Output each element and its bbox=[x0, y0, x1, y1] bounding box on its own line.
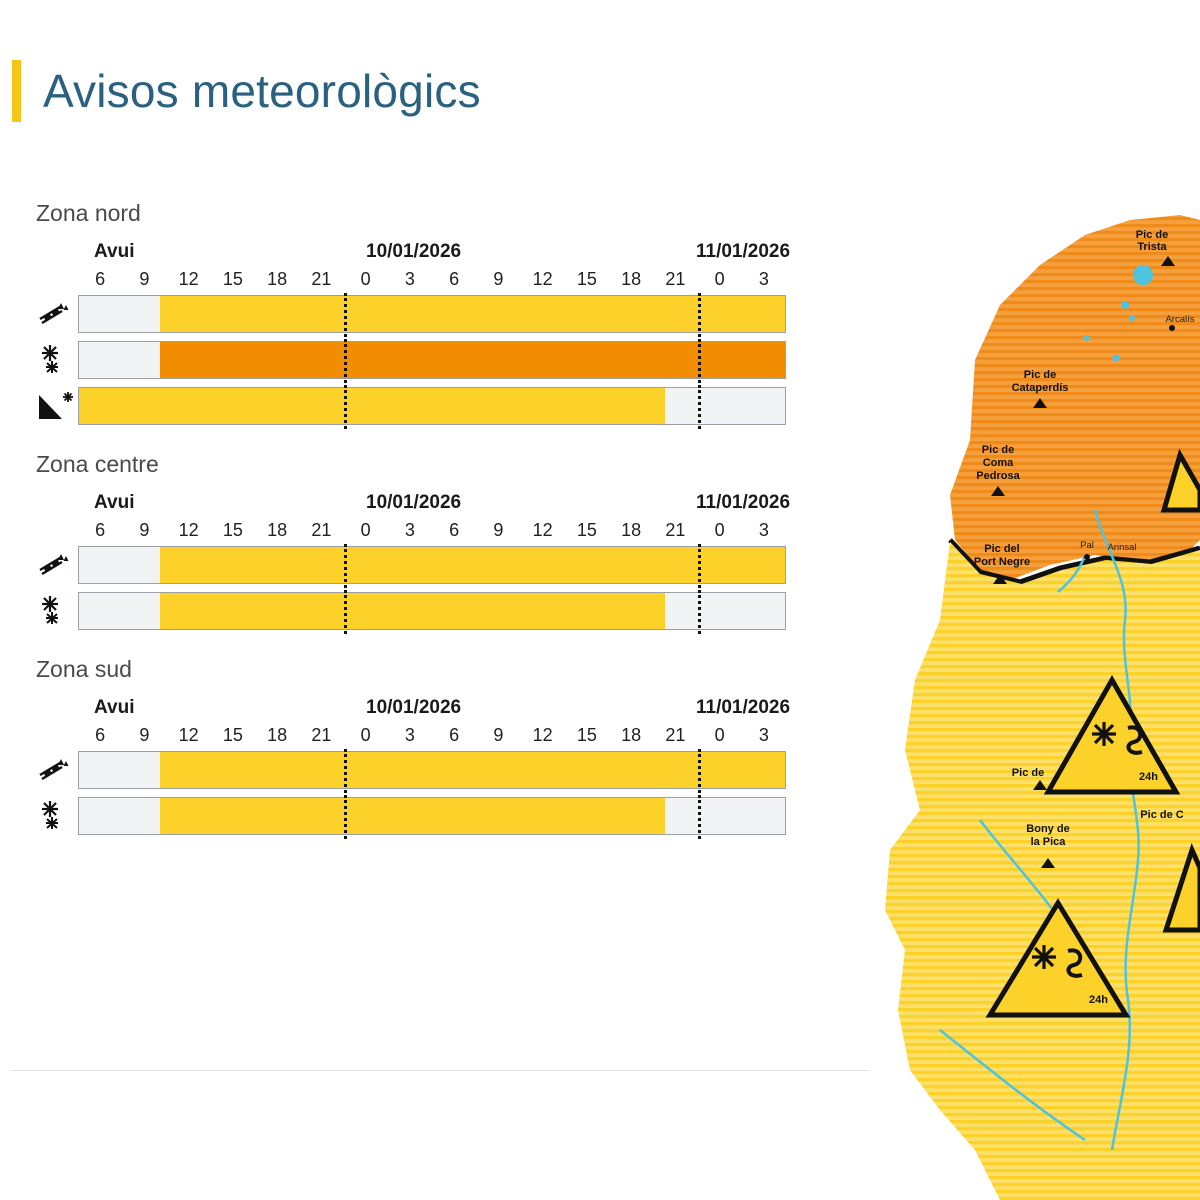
timeline-hour-label: 3 bbox=[404, 520, 415, 540]
hazard-bar-track[interactable] bbox=[78, 546, 786, 584]
zone-title: Zona nord bbox=[36, 200, 141, 226]
timeline-hour-label: 12 bbox=[532, 520, 553, 540]
timeline-hour-labels bbox=[36, 520, 786, 546]
timeline-day-labels bbox=[36, 697, 791, 721]
hazard-bar-row[interactable] bbox=[36, 592, 786, 632]
hazard-bar-row[interactable] bbox=[36, 387, 786, 427]
timeline-hour-label: 3 bbox=[758, 725, 769, 745]
timeline-day-label: Avui bbox=[94, 697, 135, 718]
day-separator bbox=[344, 795, 347, 839]
timeline-hour-label: 12 bbox=[178, 269, 199, 289]
svg-text:Pic de: Pic de bbox=[981, 444, 1015, 456]
hazard-bar-row[interactable] bbox=[36, 341, 786, 381]
day-separator bbox=[344, 385, 347, 429]
zone-block bbox=[0, 451, 880, 632]
map-lake bbox=[1121, 301, 1129, 309]
day-separator bbox=[698, 544, 701, 588]
timeline-hour-label: 6 bbox=[449, 269, 460, 289]
timeline-hour-label: 0 bbox=[714, 269, 725, 289]
timeline-hour-label: 21 bbox=[311, 269, 332, 289]
zone-title: Zona sud bbox=[36, 656, 132, 682]
timeline-hour-label: 15 bbox=[576, 269, 597, 289]
day-separator bbox=[698, 339, 701, 383]
timeline-day-label: 10/01/2026 bbox=[366, 241, 462, 262]
svg-text:Pic de: Pic de bbox=[1023, 369, 1057, 381]
avalanche-icon bbox=[36, 389, 76, 425]
hazard-bar-segment bbox=[160, 752, 785, 788]
svg-text:Pic de C: Pic de C bbox=[1140, 809, 1184, 821]
timeline-hour-label: 0 bbox=[360, 269, 371, 289]
zone-timeline bbox=[36, 492, 791, 632]
day-separator bbox=[344, 544, 347, 588]
svg-text:Pal: Pal bbox=[1080, 540, 1094, 551]
timeline-hour-labels bbox=[36, 269, 786, 295]
timeline-hour-label: 3 bbox=[758, 520, 769, 540]
timeline-hour-label: 9 bbox=[139, 269, 150, 289]
svg-text:Arcalís: Arcalís bbox=[1165, 314, 1195, 325]
day-separator bbox=[344, 749, 347, 793]
map-lake bbox=[1129, 315, 1135, 321]
svg-text:Trista: Trista bbox=[1137, 241, 1167, 253]
timeline-day-label: 10/01/2026 bbox=[366, 697, 462, 718]
page-title: Avisos meteorològics bbox=[43, 65, 481, 117]
timeline-day-label: Avui bbox=[94, 241, 135, 262]
zone-timeline bbox=[36, 697, 791, 837]
hazard-bar-track[interactable] bbox=[78, 592, 786, 630]
hazard-bar-segment bbox=[160, 547, 785, 583]
hazard-bar-track[interactable] bbox=[78, 295, 786, 333]
timeline-hour-label: 3 bbox=[404, 725, 415, 745]
zone-block bbox=[0, 656, 880, 837]
svg-text:Pic de: Pic de bbox=[1135, 229, 1169, 241]
day-separator bbox=[698, 795, 701, 839]
snow-icon bbox=[36, 594, 76, 630]
zone-bars bbox=[36, 751, 786, 837]
timeline-hour-label: 18 bbox=[621, 520, 642, 540]
hazard-bar-segment bbox=[160, 593, 665, 629]
timeline-hour-label: 15 bbox=[222, 725, 243, 745]
day-separator bbox=[698, 749, 701, 793]
hazard-bar-segment bbox=[160, 342, 785, 378]
svg-text:Bony de: Bony de bbox=[1026, 823, 1070, 835]
svg-text:Pic de: Pic de bbox=[1011, 767, 1045, 779]
day-separator bbox=[344, 293, 347, 337]
hazard-bar-segment bbox=[160, 296, 785, 332]
timeline-day-label: 11/01/2026 bbox=[696, 492, 791, 513]
timeline-hour-label: 0 bbox=[360, 725, 371, 745]
timeline-hour-label: 18 bbox=[621, 269, 642, 289]
timeline-hour-label: 15 bbox=[576, 520, 597, 540]
svg-text:Arinsal: Arinsal bbox=[1107, 542, 1137, 553]
timeline-hour-label: 15 bbox=[222, 269, 243, 289]
zones-panel bbox=[0, 200, 880, 861]
timeline-hour-label: 9 bbox=[493, 520, 504, 540]
timeline-hour-label: 15 bbox=[576, 725, 597, 745]
timeline-hour-label: 18 bbox=[621, 725, 642, 745]
timeline-hour-label: 6 bbox=[95, 520, 106, 540]
timeline-day-label: 10/01/2026 bbox=[366, 492, 462, 513]
svg-text:Cataperdís: Cataperdís bbox=[1011, 382, 1069, 394]
timeline-hour-label: 9 bbox=[493, 269, 504, 289]
timeline-hour-labels bbox=[36, 725, 786, 751]
day-separator bbox=[344, 339, 347, 383]
svg-text:Coma: Coma bbox=[982, 457, 1014, 469]
timeline-hour-label: 18 bbox=[267, 725, 288, 745]
timeline-day-labels bbox=[36, 492, 791, 516]
hazard-bar-segment bbox=[160, 798, 665, 834]
timeline-hour-label: 12 bbox=[178, 725, 199, 745]
timeline-hour-label: 3 bbox=[758, 269, 769, 289]
hazard-bar-track[interactable] bbox=[78, 797, 786, 835]
timeline-hour-label: 6 bbox=[449, 520, 460, 540]
map-lake bbox=[1133, 265, 1153, 285]
hazard-bar-row[interactable] bbox=[36, 751, 786, 791]
hazard-bar-row[interactable] bbox=[36, 546, 786, 586]
zone-block bbox=[0, 200, 880, 427]
timeline-hour-label: 21 bbox=[665, 520, 686, 540]
hazard-bar-track[interactable] bbox=[78, 387, 786, 425]
snow-icon bbox=[36, 343, 76, 379]
snow-icon bbox=[36, 799, 76, 835]
timeline-hour-label: 9 bbox=[493, 725, 504, 745]
timeline-hour-label: 0 bbox=[360, 520, 371, 540]
timeline-hour-label: 6 bbox=[449, 725, 460, 745]
timeline-hour-label: 21 bbox=[311, 520, 332, 540]
timeline-hour-label: 21 bbox=[665, 725, 686, 745]
timeline-hour-label: 0 bbox=[714, 725, 725, 745]
svg-text:Pedrosa: Pedrosa bbox=[976, 470, 1020, 482]
svg-text:24h: 24h bbox=[1089, 994, 1108, 1006]
timeline-hour-label: 21 bbox=[665, 269, 686, 289]
zone-bars bbox=[36, 546, 786, 632]
hazard-bar-track[interactable] bbox=[78, 751, 786, 789]
timeline-hour-label: 12 bbox=[178, 520, 199, 540]
timeline-hour-label: 6 bbox=[95, 725, 106, 745]
timeline-hour-label: 6 bbox=[95, 269, 106, 289]
zone-title: Zona centre bbox=[36, 451, 159, 477]
timeline-hour-label: 3 bbox=[404, 269, 415, 289]
wind-icon bbox=[36, 297, 76, 333]
timeline-day-label: Avui bbox=[94, 492, 135, 513]
hazard-bar-segment bbox=[79, 388, 665, 424]
timeline-hour-label: 15 bbox=[222, 520, 243, 540]
day-separator bbox=[344, 590, 347, 634]
timeline-hour-label: 18 bbox=[267, 269, 288, 289]
svg-text:Port Negre: Port Negre bbox=[973, 556, 1031, 568]
map-region-centre-south[interactable] bbox=[885, 542, 1200, 1200]
timeline-hour-label: 9 bbox=[139, 520, 150, 540]
timeline-hour-label: 21 bbox=[311, 725, 332, 745]
day-separator bbox=[698, 385, 701, 429]
day-separator bbox=[698, 590, 701, 634]
map-lake bbox=[1113, 355, 1120, 362]
wind-icon bbox=[36, 548, 76, 584]
timeline-hour-label: 12 bbox=[532, 725, 553, 745]
svg-text:Pic del: Pic del bbox=[984, 543, 1020, 555]
timeline-hour-label: 18 bbox=[267, 520, 288, 540]
timeline-day-label: 11/01/2026 bbox=[696, 241, 791, 262]
header-accent-bar bbox=[12, 60, 21, 122]
hazard-bar-row[interactable] bbox=[36, 797, 786, 837]
svg-text:la Pica: la Pica bbox=[1030, 836, 1066, 848]
hazard-bar-track[interactable] bbox=[78, 341, 786, 379]
section-divider bbox=[10, 1070, 870, 1071]
timeline-hour-label: 9 bbox=[139, 725, 150, 745]
warnings-map[interactable] bbox=[880, 210, 1200, 1200]
day-separator bbox=[698, 293, 701, 337]
page-header bbox=[0, 60, 481, 122]
zone-bars bbox=[36, 295, 786, 427]
svg-text:24h: 24h bbox=[1139, 771, 1158, 783]
hazard-bar-row[interactable] bbox=[36, 295, 786, 335]
map-region-north[interactable] bbox=[950, 215, 1200, 580]
wind-icon bbox=[36, 753, 76, 789]
timeline-day-labels bbox=[36, 241, 791, 265]
timeline-day-label: 11/01/2026 bbox=[696, 697, 791, 718]
timeline-hour-label: 12 bbox=[532, 269, 553, 289]
map-lake bbox=[1084, 335, 1090, 341]
zone-timeline bbox=[36, 241, 791, 427]
timeline-hour-label: 0 bbox=[714, 520, 725, 540]
